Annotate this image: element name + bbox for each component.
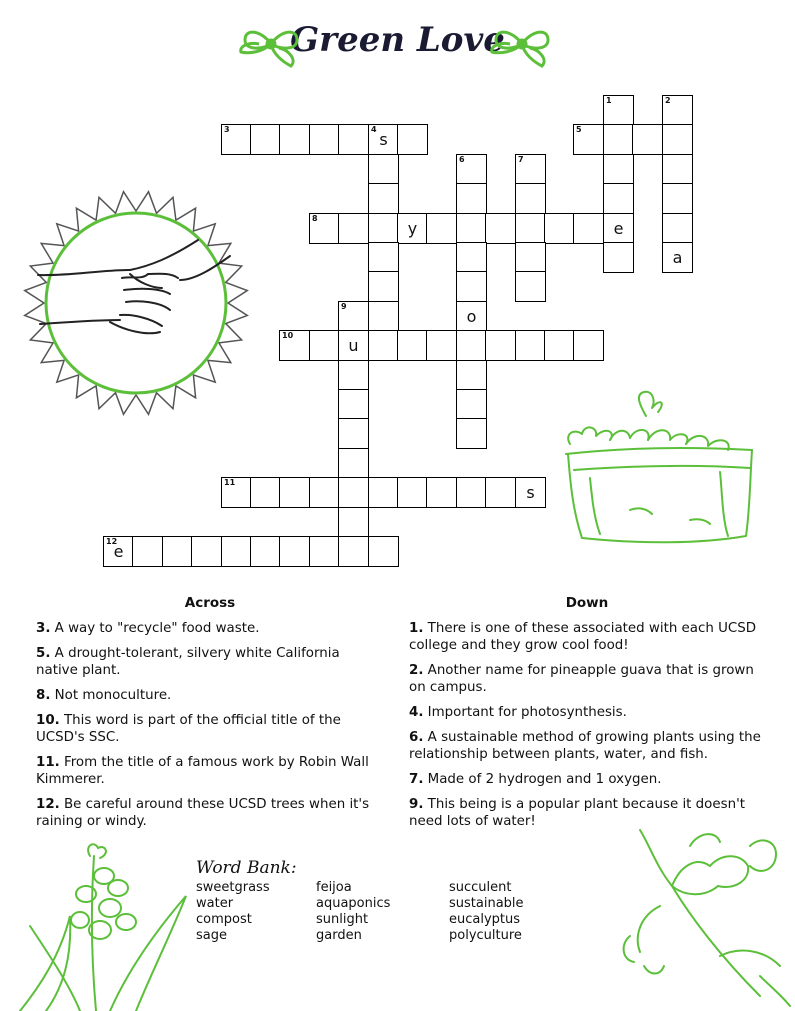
word-bank-word: compost [196,912,252,927]
puzzle-title: Green Love [290,20,505,60]
filled-letter: s [526,483,535,502]
clue-item [409,662,765,696]
grid-cell[interactable] [338,124,369,155]
grid-cell[interactable] [456,477,487,508]
grid-cell[interactable] [456,271,487,302]
clue-number: 10. [36,713,60,728]
clue-text: Be careful around these UCSD trees when it's raining or windy. [36,797,370,829]
grid-cell[interactable] [397,213,428,244]
word-bank-column [196,880,270,944]
grid-cell[interactable] [338,477,369,508]
word-bank-word: aquaponics [316,896,391,911]
word-bank-word: sweetgrass [196,880,270,895]
clue-text: Made of 2 hydrogen and 1 oxygen. [423,772,662,787]
clue-text: There is one of these associated with each UCSD college and they grow cool food! [409,621,757,653]
grid-cell[interactable] [250,124,281,155]
grid-cell[interactable] [573,213,604,244]
grid-cell[interactable] [221,536,252,567]
grid-cell[interactable] [456,418,487,449]
clue-number: 3. [36,621,51,636]
clue-text: A drought-tolerant, silvery white California native plant. [36,646,340,678]
grid-cell[interactable] [397,330,428,361]
grid-cell[interactable] [456,389,487,420]
grid-cell[interactable] [456,301,487,332]
grid-cell[interactable] [662,124,693,155]
grid-cell[interactable] [426,330,457,361]
grid-cell[interactable] [338,213,369,244]
grid-cell[interactable] [368,330,399,361]
grid-cell[interactable] [368,154,399,185]
word-bank-word: sunlight [316,912,369,927]
grid-cell[interactable] [632,124,663,155]
word-bank-word: sage [196,928,227,943]
clue-item [36,620,384,637]
grid-cell[interactable] [603,124,634,155]
grid-cell[interactable] [544,330,575,361]
clue-number: 10 [282,331,294,340]
down-heading: Down [565,595,609,611]
grid-cell[interactable] [221,124,252,155]
clue-number: 3 [224,125,230,134]
grid-cell[interactable] [338,418,369,449]
clue-item [409,620,765,654]
grid-cell[interactable] [456,213,487,244]
clue-number: 2. [409,663,424,678]
grid-cell[interactable] [250,477,281,508]
clue-number: 8. [36,688,51,703]
clue-item [36,687,384,704]
clue-number: 11. [36,755,60,770]
grid-cell[interactable] [662,183,693,214]
filled-letter: a [672,248,683,267]
grid-cell[interactable] [338,301,369,332]
clue-number: 8 [312,214,318,223]
clue-item [409,771,765,788]
grid-cell[interactable] [338,389,369,420]
grid-cell[interactable] [309,330,340,361]
grid-cell[interactable] [515,271,546,302]
clue-item [36,645,384,679]
grid-cell[interactable] [603,183,634,214]
clue-number: 12. [36,797,60,812]
grid-cell[interactable] [456,183,487,214]
clue-number: 2 [665,96,671,105]
clue-number: 5. [36,646,51,661]
grid-cell[interactable] [515,242,546,273]
filled-letter: u [348,336,359,355]
clue-number: 11 [224,478,236,487]
grid-cell[interactable] [368,124,399,155]
clue-item [36,754,384,788]
grid-cell[interactable] [426,213,457,244]
word-bank-word: feijoa [316,880,352,895]
grid-cell[interactable] [573,124,604,155]
clue-number: 5 [576,125,582,134]
clue-item [409,704,765,721]
grid-cell[interactable] [368,301,399,332]
grid-cell[interactable] [485,477,516,508]
grid-cell[interactable] [397,124,428,155]
grid-cell[interactable] [221,477,252,508]
down-clues [409,595,765,838]
grid-cell[interactable] [515,154,546,185]
grid-cell[interactable] [456,242,487,273]
grid-cell[interactable] [485,330,516,361]
filled-letter: e [613,219,624,238]
clue-number: 12 [106,537,118,546]
grid-cell[interactable] [279,536,310,567]
clue-number: 1 [606,96,612,105]
clue-text: Another name for pineapple guava that is grown on campus. [409,663,754,695]
clue-number: 6 [459,155,465,164]
word-bank-title: Word Bank: [196,858,297,878]
clue-number: 7. [409,772,424,787]
grid-cell[interactable] [662,154,693,185]
grid-cell[interactable] [191,536,222,567]
clue-item [409,796,765,830]
grid-cell[interactable] [338,448,369,479]
clue-text: A sustainable method of growing plants using the relationship between plants, water, and fish. [409,730,761,762]
grid-cell[interactable] [515,183,546,214]
grid-cell[interactable] [515,477,546,508]
grid-cell[interactable] [456,360,487,391]
branch-drawing [600,826,795,1011]
word-bank-word: sustainable [449,896,524,911]
clue-text: A way to "recycle" food waste. [50,621,260,636]
filled-letter: s [379,130,388,149]
clue-number: 4. [409,705,424,720]
grid-cell[interactable] [338,507,369,538]
grid-cell[interactable] [456,154,487,185]
grid-cell[interactable] [338,360,369,391]
grid-cell[interactable] [544,213,575,244]
clue-item [409,729,765,763]
clue-item [36,796,384,830]
clue-number: 9 [341,302,347,311]
grid-cell[interactable] [603,154,634,185]
word-bank-word: polyculture [449,928,522,943]
grid-cell[interactable] [162,536,193,567]
filled-letter: y [407,219,418,238]
grid-cell[interactable] [662,242,693,273]
word-bank-word: succulent [449,880,512,895]
grid-cell[interactable] [426,477,457,508]
word-bank-column [316,880,390,944]
grid-cell[interactable] [662,95,693,126]
grid-cell[interactable] [456,330,487,361]
grid-cell[interactable] [338,330,369,361]
garden-bed-drawing [560,388,760,554]
grid-cell[interactable] [132,536,163,567]
across-heading: Across [184,595,236,611]
grid-cell[interactable] [603,213,634,244]
grid-cell[interactable] [485,213,516,244]
word-bank-word: water [196,896,234,911]
clue-text: Important for photosynthesis. [423,705,627,720]
grid-cell[interactable] [279,330,310,361]
word-bank-word: garden [316,928,362,943]
grid-cell[interactable] [368,477,399,508]
clue-number: 7 [518,155,524,164]
grid-cell[interactable] [309,477,340,508]
flower-stem-drawing [0,836,190,1011]
grid-cell[interactable] [309,536,340,567]
grid-cell[interactable] [103,536,134,567]
grid-cell[interactable] [662,213,693,244]
clue-text: From the title of a famous work by Robin Wall Kimmerer. [36,755,369,787]
grid-cell[interactable] [338,536,369,567]
grid-cell[interactable] [573,330,604,361]
grid-cell[interactable] [279,124,310,155]
grid-cell[interactable] [603,95,634,126]
word-bank-word: eucalyptus [449,912,521,927]
grid-cell[interactable] [250,536,281,567]
grid-cell[interactable] [368,536,399,567]
clue-number: 6. [409,730,424,745]
clue-text: This being is a popular plant because it doesn't need lots of water! [409,797,746,829]
grid-cell[interactable] [603,242,634,273]
grid-cell[interactable] [368,213,399,244]
clue-text: Not monoculture. [50,688,172,703]
clue-number: 9. [409,797,424,812]
across-clues [36,595,384,838]
grid-cell[interactable] [368,183,399,214]
grid-cell[interactable] [397,477,428,508]
filled-letter: o [466,307,477,326]
grid-cell[interactable] [368,242,399,273]
clue-text: This word is part of the official title of the UCSD's SSC. [36,713,341,745]
grid-cell[interactable] [368,271,399,302]
clue-number: 1. [409,621,424,636]
clue-number: 4 [371,125,377,134]
filled-letter: e [113,542,124,561]
grid-cell[interactable] [515,213,546,244]
grid-cell[interactable] [279,477,310,508]
clue-item [36,712,384,746]
grid-cell[interactable] [309,124,340,155]
grid-cell[interactable] [515,330,546,361]
word-bank-column [449,880,524,944]
grid-cell[interactable] [309,213,340,244]
